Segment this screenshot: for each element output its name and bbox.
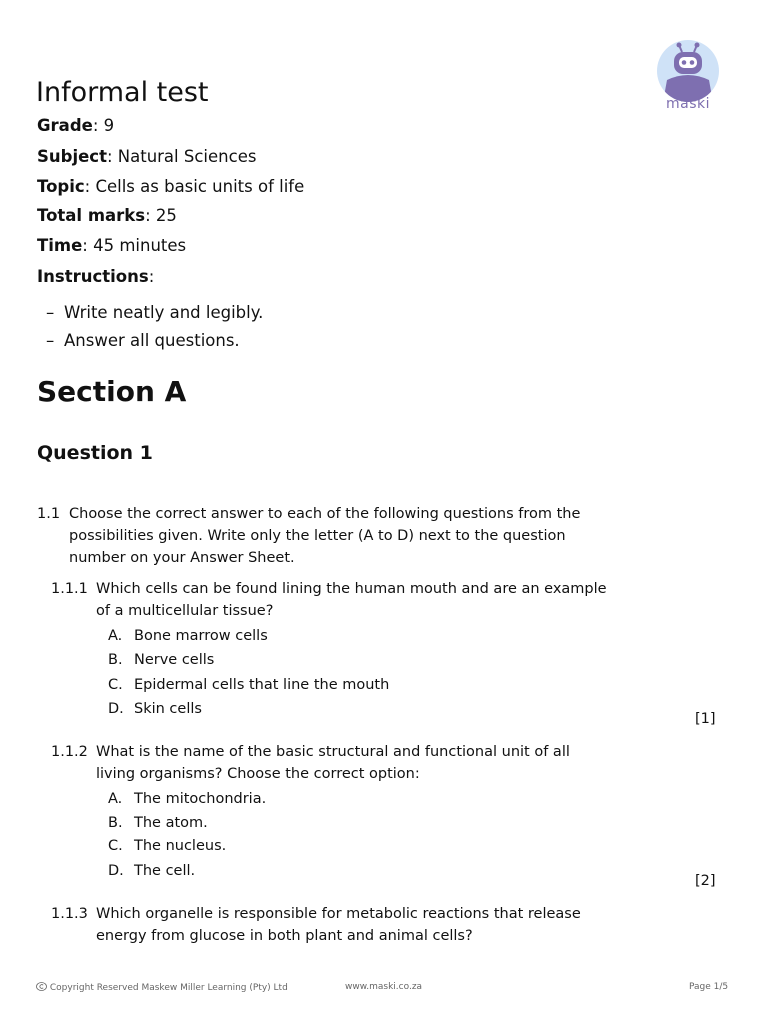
copyright-icon <box>36 982 47 991</box>
instruction-text: Answer all questions. <box>64 331 240 350</box>
instruction-item <box>46 303 263 322</box>
question-line: possibilities given. Write only the letter (A to D) next to the question <box>69 528 566 544</box>
question-line: Which organelle is responsible for metabolic reactions that release <box>96 906 581 922</box>
option-item <box>108 863 195 879</box>
option-item <box>108 677 389 693</box>
copyright-text: Copyright Reserved Maskew Miller Learning (Pty) Ltd <box>49 983 288 993</box>
meta-value: : 25 <box>145 206 177 225</box>
question-line: number on your Answer Sheet. <box>69 550 295 566</box>
option-letter: B. <box>108 815 123 831</box>
option-item <box>108 791 266 807</box>
meta-value: : 45 minutes <box>82 236 187 255</box>
robot-logo-icon <box>657 40 719 102</box>
option-item <box>108 701 202 717</box>
question-number: 1.1.1 <box>51 581 88 597</box>
option-text: The atom. <box>134 815 208 831</box>
option-letter: C. <box>108 677 123 693</box>
option-text: Bone marrow cells <box>134 628 268 644</box>
meta-topic <box>37 177 304 196</box>
footer-copyright <box>36 982 288 993</box>
option-text: The nucleus. <box>134 838 227 854</box>
question-number: 1.1 <box>37 506 61 522</box>
meta-label: Time <box>37 236 83 255</box>
meta-time <box>37 236 186 255</box>
question-line: living organisms? Choose the correct option: <box>96 766 420 782</box>
footer-page-number: Page 1/5 <box>689 982 729 992</box>
question-number: 1.1.3 <box>51 906 88 922</box>
meta-subject <box>37 147 256 166</box>
option-letter: B. <box>108 652 123 668</box>
option-item <box>108 838 226 854</box>
question-1-1-3 <box>51 903 640 947</box>
meta-label: Subject <box>37 147 107 166</box>
question-1-1-2 <box>51 741 640 785</box>
option-letter: C. <box>108 838 123 854</box>
option-text: Nerve cells <box>134 652 215 668</box>
option-letter: A. <box>108 791 123 807</box>
option-item <box>108 652 214 668</box>
option-text: The mitochondria. <box>134 791 267 807</box>
marks-label: [2] <box>695 873 716 889</box>
option-item <box>108 628 268 644</box>
footer-website[interactable]: www.maski.co.za <box>345 982 423 992</box>
instruction-item <box>46 331 240 350</box>
question-1-1 <box>37 503 640 569</box>
instruction-text: Write neatly and legibly. <box>64 303 264 322</box>
page-title: Informal test <box>36 77 209 108</box>
question-line: Choose the correct answer to each of the following questions from the <box>69 506 581 522</box>
option-letter: A. <box>108 628 123 644</box>
question-line: What is the name of the basic structural and functional unit of all <box>96 744 570 760</box>
meta-value: : Cells as basic units of life <box>84 177 305 196</box>
meta-value: : 9 <box>92 116 115 135</box>
question-1-1-1 <box>51 578 640 622</box>
option-letter: D. <box>108 863 124 879</box>
option-text: Epidermal cells that line the mouth <box>134 677 390 693</box>
question-title: Question 1 <box>37 442 153 464</box>
meta-label: Topic <box>37 177 85 196</box>
meta-label: Instructions <box>37 267 149 286</box>
question-number: 1.1.2 <box>51 744 88 760</box>
marks-label: [1] <box>695 711 716 727</box>
meta-label: Grade <box>37 116 93 135</box>
maski-logo <box>656 40 720 114</box>
meta-label: Total marks <box>37 206 146 225</box>
meta-value: : <box>148 267 155 286</box>
option-letter: D. <box>108 701 124 717</box>
logo-text: maski <box>665 96 710 112</box>
option-text: The cell. <box>134 863 196 879</box>
dash-marker: – <box>46 331 55 350</box>
question-line: Which cells can be found lining the human mouth and are an example <box>96 581 607 597</box>
meta-value: : Natural Sciences <box>106 147 257 166</box>
question-line: energy from glucose in both plant and animal cells? <box>96 928 473 944</box>
option-text: Skin cells <box>134 701 202 717</box>
meta-total-marks <box>37 206 177 225</box>
meta-instructions <box>37 267 154 286</box>
meta-grade <box>37 116 114 135</box>
dash-marker: – <box>46 303 55 322</box>
question-line: of a multicellular tissue? <box>96 603 274 619</box>
option-item <box>108 815 208 831</box>
section-title: Section A <box>37 375 187 408</box>
